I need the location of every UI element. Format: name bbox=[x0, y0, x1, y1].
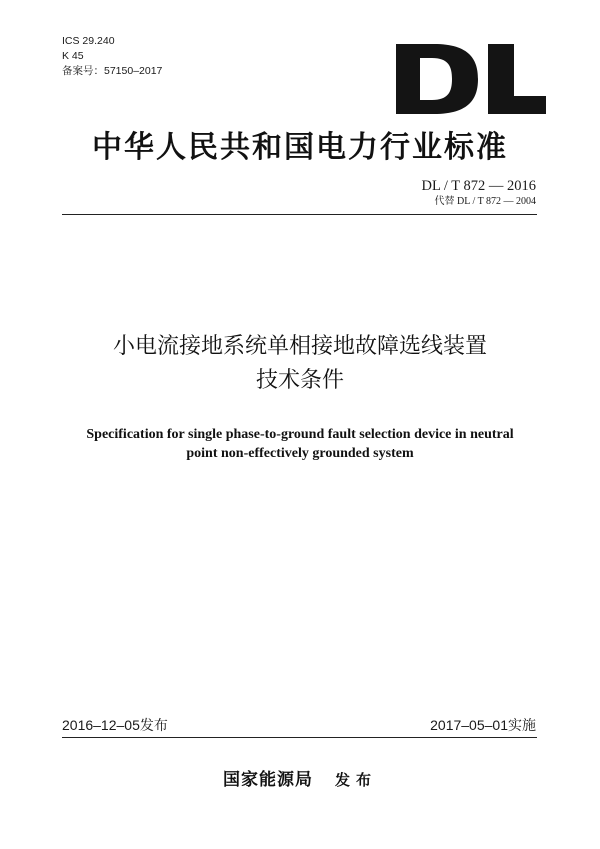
publisher bbox=[0, 765, 600, 790]
filing-number: 备案号：57150–2017 bbox=[62, 65, 163, 77]
header-divider bbox=[62, 214, 537, 215]
replaces-standard: 代替 DL / T 872 — 2004 bbox=[434, 196, 536, 207]
category-code: K 45 bbox=[62, 50, 84, 62]
issue-date: 2016–12–05发布 bbox=[62, 717, 168, 733]
publish-action: 发布 bbox=[334, 771, 377, 789]
ics-code: ICS 29.240 bbox=[62, 35, 115, 47]
standard-title: 中华人民共和国电力行业标准 bbox=[92, 130, 508, 165]
document-title-cn bbox=[0, 330, 600, 398]
title-en-line-2: point non-effectively grounded system bbox=[186, 446, 414, 461]
dl-logo bbox=[396, 44, 546, 114]
title-en-line-1: Specification for single phase-to-ground fault selection device in neutral bbox=[86, 427, 514, 442]
publisher-org: 国家能源局 bbox=[222, 770, 313, 790]
standard-number: DL / T 872 — 2016 bbox=[421, 178, 536, 194]
standard-code bbox=[421, 178, 536, 208]
document-metadata bbox=[62, 34, 162, 79]
footer-divider bbox=[62, 737, 537, 738]
title-cn-line-1: 小电流接地系统单相接地故障选线装置 bbox=[112, 334, 487, 359]
title-cn-line-2: 技术条件 bbox=[255, 368, 344, 393]
document-title-en bbox=[0, 425, 600, 463]
effective-date: 2017–05–01实施 bbox=[430, 717, 536, 733]
